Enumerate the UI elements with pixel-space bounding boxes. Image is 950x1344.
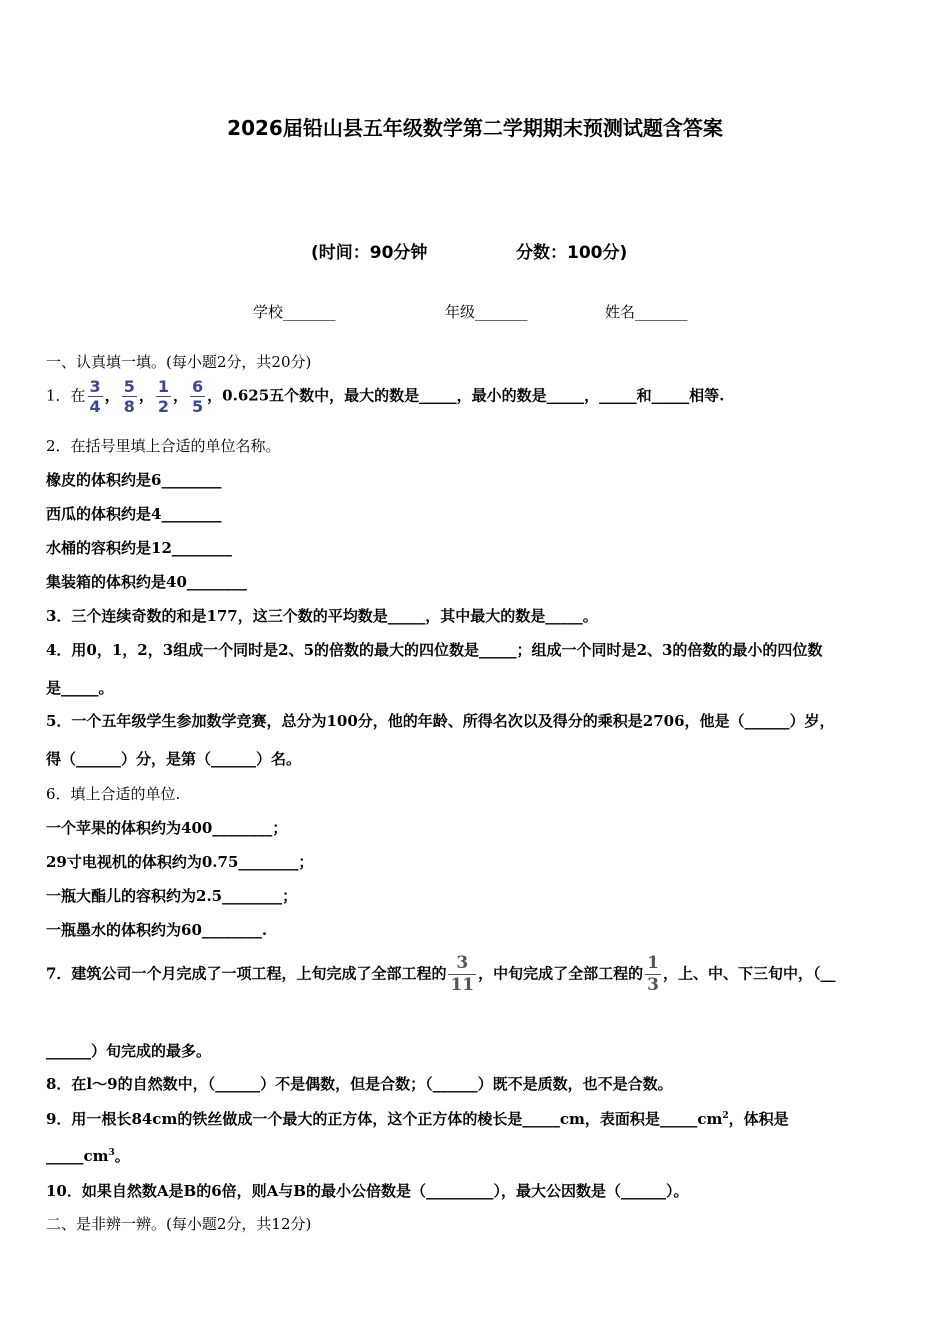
page-title: 2026届铅山县五年级数学第二学期期末预测试题含答案: [227, 116, 723, 140]
fraction-3-4: $\frac{3}{4}$: [89, 377, 101, 416]
question-6: 6．填上合适的单位.: [46, 785, 181, 803]
question-8: 8．在l～9的自然数中，（______）不是偶数，但是合数；（______）既不是质数，也不是合数。: [46, 1075, 673, 1093]
fraction-1-2: $\frac{1}{2}$: [157, 377, 169, 416]
question-9-line-2: $\_\_\_\_\_cm^3$。: [46, 1147, 130, 1165]
question-7-line-2: ______）旬完成的最多。: [46, 1042, 212, 1060]
fraction-6-5: $\frac{6}{5}$: [192, 377, 204, 416]
q2-item-a: 橡皮的体积约是6________: [46, 471, 222, 489]
question-5-line-2: 得（______）分，是第（______）名。: [46, 750, 302, 768]
q6-item-b: 29寸电视机的体积约为0.75________；: [46, 853, 314, 871]
name-field: 姓名_______: [605, 303, 688, 321]
q6-item-c: 一瓶大酯儿的容积约为2.5________；: [46, 887, 298, 905]
q6-item-a: 一个苹果的体积约为400________；: [46, 819, 288, 837]
question-3: 3．三个连续奇数的和是177，这三个数的平均数是_____，其中最大的数是_____。: [46, 607, 598, 625]
time-label: (时间：90分钟: [311, 243, 428, 263]
question-9-line-1: 9．用一根长84cm的铁丝做成一个最大的正方体，这个正方体的棱长是_____cm，表面积是$\_\_\_\_\_cm^2$，体积是: [46, 1110, 789, 1128]
q7-prefix: 7．建筑公司一个月完成了一项工程，上旬完成了全部工程的: [46, 964, 447, 983]
q7-middle: ，中旬完成了全部工程的: [478, 964, 644, 983]
grade-field: 年级_______: [445, 303, 528, 321]
section-2-heading: 二、是非辨一辨。(每小题2分，共12分): [46, 1215, 312, 1233]
question-5-line-1: 5．一个五年级学生参加数学竞赛，总分为100分，他的年龄、所得名次以及得分的乘积是2706，他是（______）岁，: [46, 712, 835, 730]
school-field: 学校_______: [253, 303, 336, 321]
q6-item-d: 一瓶墨水的体积约为60________.: [46, 921, 268, 939]
question-1: 1．在 $\frac{3}{4}$ ， $\frac{5}{8}$ ， $\frac{1}{2}$ ， $\frac{6}{5}$ ，0.625五个数中，最大的数是_____，最小的数是_____，_____和_____相等.: [46, 377, 725, 416]
fraction-1-3: $\frac{1}{3}$: [647, 953, 659, 995]
question-7: [46, 953, 836, 996]
q2-item-b: 西瓜的体积约是4________: [46, 505, 222, 523]
q2-item-c: 水桶的容积约是12________: [46, 539, 232, 557]
fraction-3-11: $\frac{3}{11}$: [450, 953, 475, 995]
score-label: 分数：100分): [516, 243, 628, 263]
fraction-5-8: $\frac{5}{8}$: [123, 377, 135, 416]
question-4-line-1: 4．用0，1，2，3组成一个同时是2、5的倍数的最大的四位数是_____；组成一个同时是2、3的倍数的最小的四位数: [46, 641, 823, 659]
question-10: 10．如果自然数A是B的6倍，则A与B的最小公倍数是（_________），最大公因数是（______）。: [46, 1182, 689, 1200]
q7-suffix: ，上、中、下三旬中，（__: [662, 964, 836, 983]
q2-item-d: 集装箱的体积约是40________: [46, 573, 247, 591]
question-2: 2．在括号里填上合适的单位名称。: [46, 437, 281, 455]
question-4-line-2: 是_____。: [46, 679, 114, 697]
q1-prefix: 1．在: [46, 386, 86, 405]
section-1-heading: 一、认真填一填。(每小题2分，共20分): [46, 353, 312, 371]
q1-text: ，0.625五个数中，最大的数是_____，最小的数是_____，_____和_____相等.: [207, 386, 725, 405]
